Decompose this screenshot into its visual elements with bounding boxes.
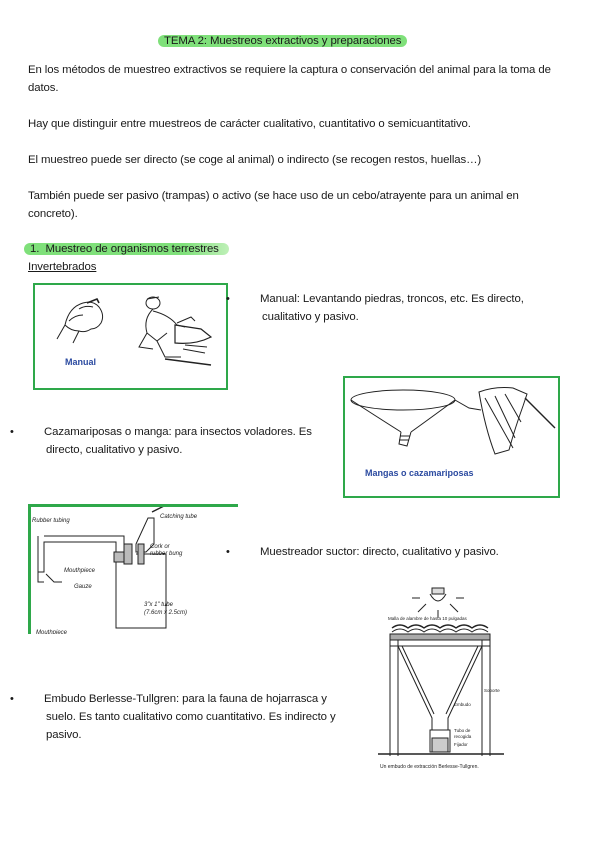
bullet: • [226,546,230,558]
label-mouthpiece: Mouthpiece [64,568,96,574]
item-manual-text: Manual: Levantando piedras, troncos, etc. Es directo, cualitativo y pasivo. [260,293,524,323]
berlese-drawing [378,588,504,756]
section-number: 1. [30,243,40,255]
label-mouthpiece-bottom: Mouthpiece [36,630,68,634]
berlese-illustration [370,582,520,774]
intro-paragraph-1: En los métodos de muestreo extractivos se requiere la captura o conservación del animal para la toma de datos. [28,64,551,94]
label-gauze: Gauze [74,584,92,590]
label-tube-size: 3"x 1" tube [144,602,173,608]
mangas-illustration [345,378,558,496]
mangas-figure [343,376,560,498]
title-highlight: TEMA 2: Muestreos extractivos y preparaciones [158,35,407,47]
person-drawing [139,297,211,365]
manual-illustration [35,285,226,388]
item-manual [226,290,562,326]
label-fijador: Fijador [454,742,468,747]
net-drawing [351,390,481,446]
suctor-figure [28,504,238,634]
item-suctor-text: Muestreador suctor: directo, cualitativo y pasivo. [260,546,499,558]
berlese-figure [370,582,520,774]
bullet: • [10,426,14,438]
label-cork: Cork or [150,544,170,550]
item-cazamariposas-text: Cazamariposas o manga: para insectos voladores. Es directo, cualitativo y pasivo. [44,426,312,456]
item-berlese [10,690,356,744]
page-title [158,32,407,50]
label-rubber-bung: rubber bung [150,551,183,557]
hand-drawing [57,299,103,343]
berlese-caption: Un embudo de extracción Berlesse-Tullgren. [380,764,479,770]
item-cazamariposas [10,423,346,459]
mangas-caption: Mangas o cazamariposas [365,468,474,478]
manual-caption: Manual [65,357,97,367]
bullet: • [10,693,14,705]
section-heading [24,240,229,258]
label-embudo: Embudo [454,702,471,707]
section-title: Muestreo de organismos terrestres [45,243,219,255]
label-tube-size-cm: (7.6cm x 2.5cm) [144,610,188,616]
label-soporte: Soporte [484,688,500,693]
item-berlese-text: Embudo Berlesse-Tullgren: para la fauna de hojarrasca y suelo. Es tanto cualitativo como cuantitativo. Es indirecto y pasivo. [44,693,336,741]
section-heading-highlight [24,243,229,255]
suctor-frame-left [28,504,31,634]
bag-net-drawing [479,388,555,455]
intro-paragraph-4: También puede ser pasivo (trampas) o activo (se hace uso de un cebo/atrayente para un animal en concreto). [28,190,519,220]
intro-paragraph-2: Hay que distinguir entre muestreos de carácter cualitativo, cuantitativo o semicuantitativo. [28,118,471,130]
label-tubo: Tubo de [454,728,471,733]
subsection-heading: Invertebrados [28,261,97,273]
item-suctor [226,543,582,561]
suctor-frame-top [28,504,238,507]
label-recogida: recogida [454,734,472,739]
label-catching-tube: Catching tube [160,514,198,520]
label-malla: Malla de alambre de hasta 10 pulgadas [388,616,467,621]
label-rubber-tubing: Rubber tubing [32,518,70,524]
intro-paragraph-3: El muestreo puede ser directo (se coge al animal) o indirecto (se recogen restos, huellas…) [28,154,482,166]
manual-figure [33,283,228,390]
suctor-illustration [28,504,238,634]
bullet: • [226,293,230,305]
